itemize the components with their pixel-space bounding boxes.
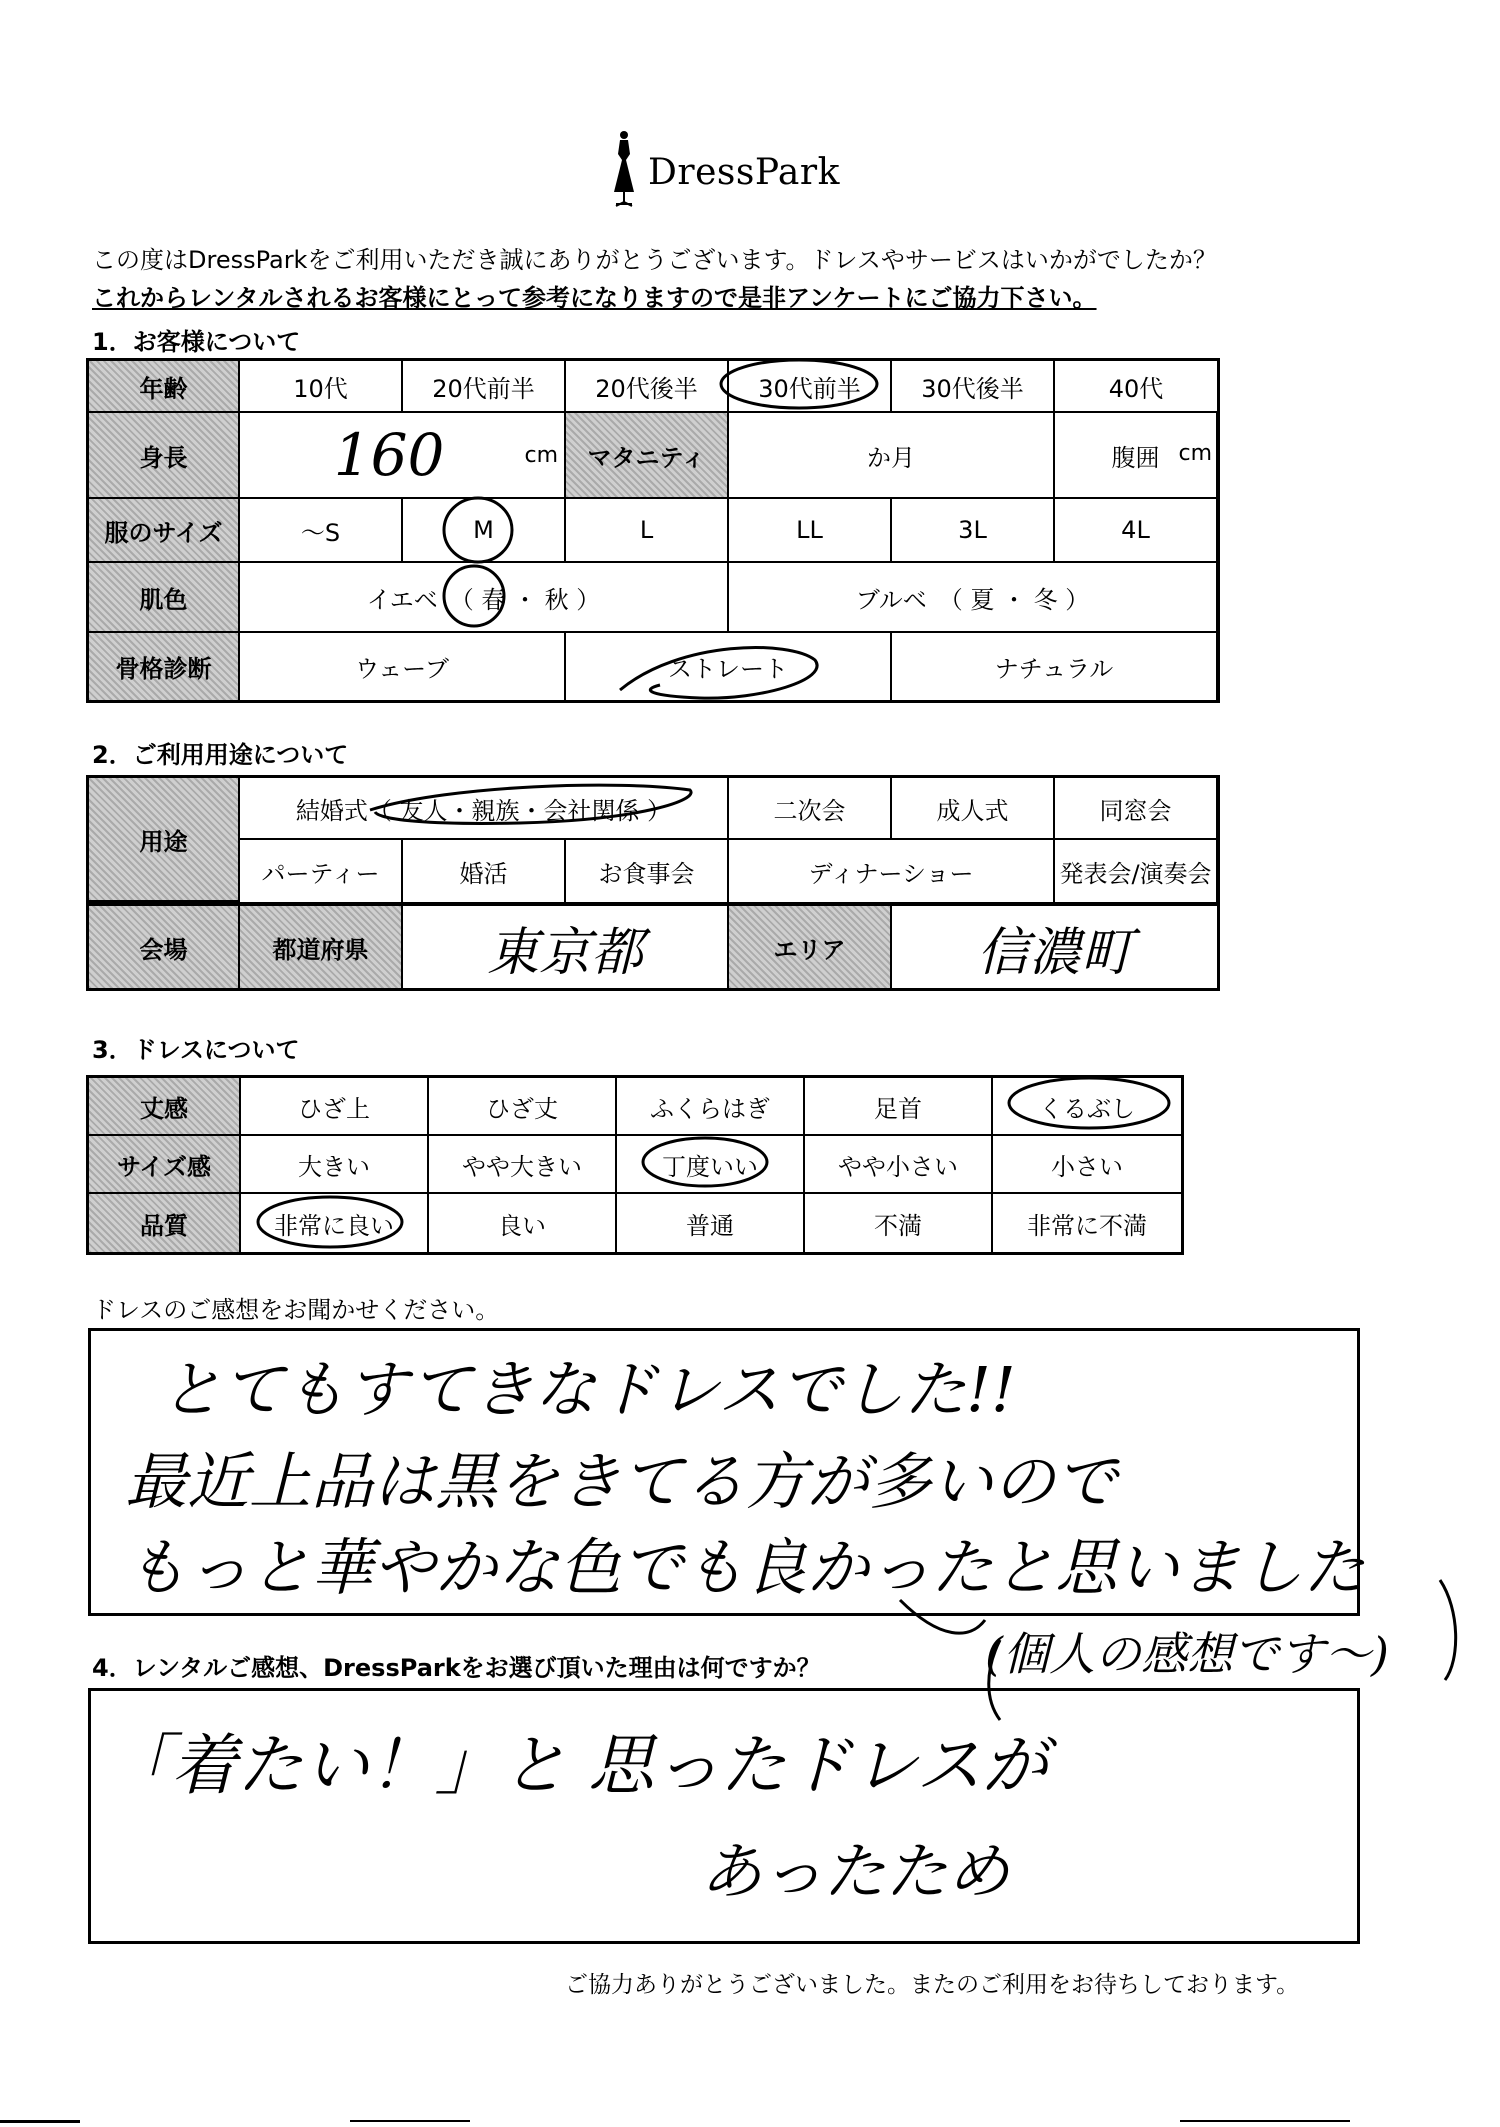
fit-label: サイズ感 [89,1136,241,1194]
size-option[interactable]: ～S [240,499,403,563]
purpose-option[interactable]: パーティー [240,840,403,902]
size-option[interactable]: L [566,499,729,563]
purpose-option[interactable]: 婚活 [403,840,566,902]
size-option[interactable]: 3L [892,499,1055,563]
length-option-selected[interactable]: くるぶし [993,1078,1181,1136]
length-option[interactable]: ひざ上 [241,1078,429,1136]
age-option[interactable]: 10代 [240,361,403,413]
scan-edge [0,2120,80,2123]
age-label: 年齢 [89,361,240,413]
area-field[interactable] [892,906,1218,988]
months-field[interactable] [729,413,1055,499]
frame-option[interactable]: ウェーブ [240,633,566,700]
size-option-selected[interactable]: M [403,499,566,563]
brand-name: DressPark [648,152,840,193]
area-label: エリア [729,906,892,988]
dress-form-icon [610,130,638,208]
size-option[interactable]: 4L [1055,499,1218,563]
quality-option[interactable]: 良い [429,1194,617,1252]
purpose-wedding[interactable]: 結婚式（ 友人・親族・会社関係 ） [240,778,729,840]
impression-note: (個人の感想です～) [985,1627,1389,1681]
customer-table [86,358,1220,703]
prefecture-field[interactable] [403,906,729,988]
venue-table [86,903,1220,991]
section-1-title: 1．お客様について [92,328,301,356]
fit-option[interactable]: 大きい [241,1136,429,1194]
fit-option[interactable]: 小さい [993,1136,1181,1194]
impression-prompt: ドレスのご感想をお聞かせください。 [92,1296,500,1324]
size-label: 服のサイズ [89,499,240,563]
purpose-table [86,775,1220,905]
skin-blue-base[interactable]: ブルベ （ 夏 ・ 冬 ） [729,563,1218,633]
impression-line-3: もっと華やかな色でも良かったと思いました [125,1531,1366,1604]
intro-line-1: この度はDressParkをご利用いただき誠にありがとうございます。ドレスやサービスはいかがでしたか？ [92,246,1217,274]
age-option[interactable]: 30代後半 [892,361,1055,413]
age-option[interactable]: 20代前半 [403,361,566,413]
reason-line-2: あったため [700,1835,1010,1908]
age-option-selected[interactable]: 30代前半 [729,361,892,413]
belly-label: 腹囲 [1055,413,1218,499]
height-field[interactable] [240,413,566,499]
quality-option[interactable]: 非常に不満 [1027,1211,1147,1240]
prefecture-value: 東京都 [486,922,643,983]
fit-option[interactable]: やや小さい [805,1136,993,1194]
venue-label: 会場 [89,906,240,988]
scan-edge [1180,2120,1350,2122]
purpose-option[interactable]: 発表会/演奏会 [1055,840,1218,902]
quality-label: 品質 [89,1194,241,1252]
purpose-option[interactable]: 成人式 [892,778,1055,840]
purpose-option[interactable]: 二次会 [729,778,892,840]
purpose-label: 用途 [89,778,240,902]
length-label: 丈感 [89,1078,241,1136]
maternity-label: マタニティ [566,413,729,499]
skin-yellow-base[interactable]: イエベ （ 春 ・ 秋 ） [240,563,729,633]
size-option[interactable]: LL [729,499,892,563]
belly-unit: cm [1178,440,1212,466]
impression-line-1: とてもすてきなドレスでした!! [160,1353,1016,1426]
age-option[interactable]: 40代 [1055,361,1217,413]
prefecture-label: 都道府県 [240,906,403,988]
height-unit: cm [524,442,558,468]
length-option[interactable]: 足首 [805,1078,993,1136]
reason-line-1: 「着たい！」と 思ったドレスが [105,1727,1048,1804]
impression-line-2: 最近上品は黒をきてる方が多いので [125,1445,1118,1518]
area-value: 信濃町 [976,922,1133,983]
frame-label: 骨格診断 [89,633,240,700]
skin-label: 肌色 [89,563,240,633]
quality-option[interactable]: 不満 [805,1194,993,1252]
purpose-option[interactable]: 同窓会 [1055,778,1218,840]
section-3-title: 3．ドレスについて [92,1036,300,1064]
height-label: 身長 [89,413,240,499]
purpose-option[interactable]: お食事会 [566,840,729,902]
height-value: 160 [333,421,445,489]
months-label: か月 [867,443,915,472]
frame-option-selected[interactable]: ストレート [566,633,892,700]
intro-line-2: これからレンタルされるお客様にとって参考になりますので是非アンケートにご協力下さい。 [92,284,1097,312]
scan-edge [350,2120,470,2122]
quality-option[interactable]: 普通 [617,1194,805,1252]
fit-option[interactable]: やや大きい [429,1136,617,1194]
section-2-title: 2．ご利用用途について [92,741,349,769]
dresspark-logo [600,130,860,210]
dress-table [86,1075,1184,1255]
section-4-title: 4．レンタルご感想、DressParkをお選び頂いた理由は何ですか？ [92,1654,821,1682]
note-paren-right [1440,1580,1456,1680]
quality-option-selected[interactable]: 非常に良い [241,1194,429,1252]
length-option[interactable]: ひざ丈 [429,1078,617,1136]
footer-thanks: ご協力ありがとうございました。またのご利用をお待ちしております。 [565,1972,1300,1998]
frame-option[interactable]: ナチュラル [892,633,1218,700]
length-option[interactable]: ふくらはぎ [617,1078,805,1136]
fit-option-selected[interactable]: 丁度いい [617,1136,805,1194]
purpose-option[interactable]: ディナーショー [729,840,1055,902]
age-option[interactable]: 20代後半 [566,361,729,413]
